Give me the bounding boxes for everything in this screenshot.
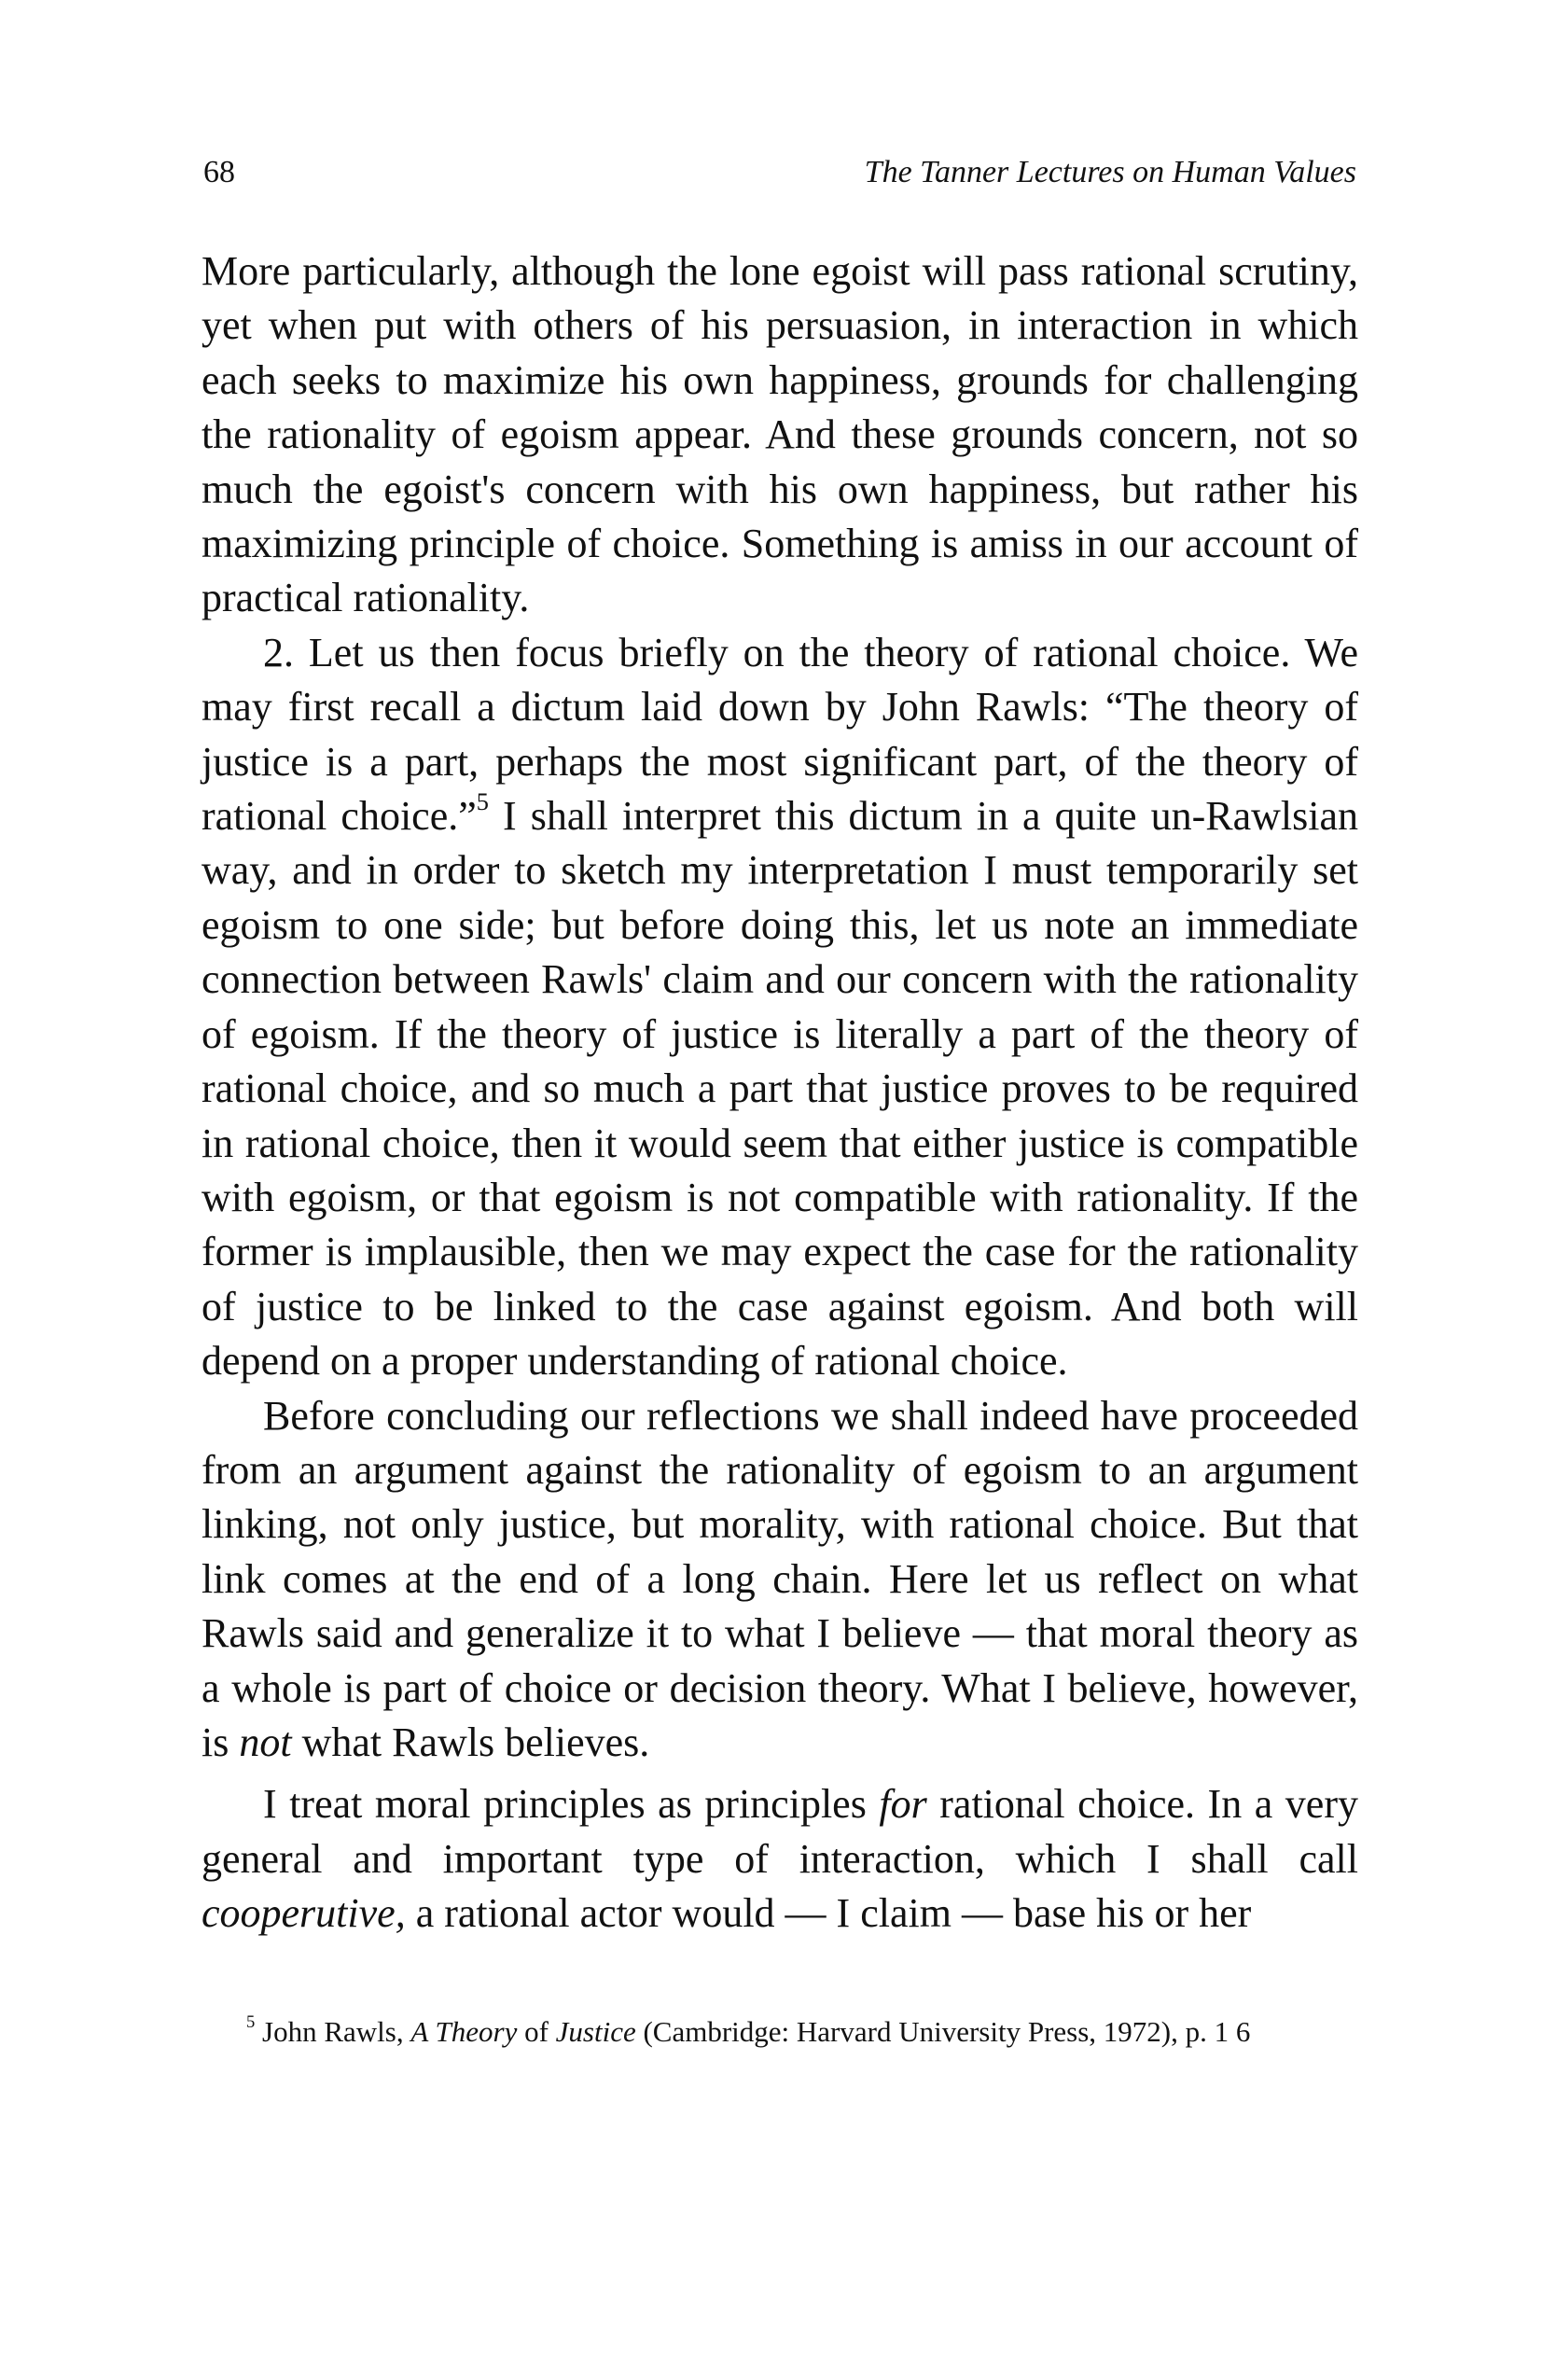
footnote-text-a: John Rawls, (255, 2015, 411, 2048)
paragraph-4 (201, 1777, 1358, 1941)
footnote-text-c: (Cambridge: Harvard University Press, 1972), p. 1 6 (635, 2015, 1251, 2048)
footnote-reference[interactable]: 5 (476, 786, 489, 815)
paragraph-4-emphasis-for: for (879, 1781, 927, 1828)
paragraph-2-text-a: 2. Let us then focus briefly on the theory of rational choice. We may first recall a dictum laid down by John Rawls: “The theory of justice is a part, perhaps the most significant part, of the theory of rational choice.” (201, 629, 1358, 840)
paragraph-3-text: Before concluding our reflections we shall indeed have proceeded from an argument against the rationality of egoism to an argument linking, not only justice, but morality, with rational choice. But that link comes at the end of a long chain. Here let us reflect on what Rawls said and generalize it to what I believe — that moral theory as a whole is part of choice or decision theory. (201, 1392, 1358, 1711)
body-text (201, 244, 1358, 1942)
paragraph-4-text-c: a rational actor would — I claim — base his or her (405, 1890, 1252, 1937)
page-header (203, 149, 1356, 196)
footnote-marker: 5 (246, 2012, 256, 2033)
paragraph-1 (201, 244, 1358, 626)
paragraph-3 (201, 1389, 1358, 1771)
paragraph-4-emphasis-cooperutive: cooperutive, (201, 1890, 406, 1937)
paragraph-3-emphasis: not (239, 1719, 292, 1765)
paragraph-4-text-a: I treat moral principles as principles (263, 1781, 880, 1828)
footnote (201, 2011, 1358, 2053)
footnote-title-a: A Theory (410, 2015, 518, 2048)
paragraph-4-text-b: rational choice. In a very general and important type of interaction, which I shall call (201, 1781, 1358, 1882)
footnote-text-b: of (517, 2015, 556, 2048)
paragraph-2-text-b: I shall interpret this dictum in a quite un-Rawlsian way, and in order to sketch my interpretation I must temporarily set egoism to one side; but before doing this, let us note an immediate connection between Rawls' claim and our concern with the rationality of egoism. If the theory of justice is literally a part of the theory of rational choice, and so much a part that justice proves to be required in rational choice, then it would seem that either justice is compatible with egoism, or that egoism is not compatible with rationality. If the former is implausible, then we may expect the case for the rationality of justice to be linked to the case against egoism. And both will depend on a proper understanding of rational choice. (201, 793, 1358, 1385)
footnote-title-b: Justice (555, 2015, 636, 2048)
paragraph-3-text-b2: what Rawls believes. (291, 1719, 650, 1765)
paragraph-2 (201, 626, 1358, 1389)
paragraph-3-text-b1: What I believe, however, is (201, 1664, 1358, 1765)
page-number: 68 (203, 155, 235, 189)
running-title: The Tanner Lectures on Human Values (864, 155, 1356, 189)
paragraph-1-text: More particularly, although the lone egoist will pass rational scrutiny, yet when put with others of his persuasion, in interaction in which each seeks to maximize his own happiness, grounds for challenging the rationality of egoism appear. And these grounds concern, not so much the egoist's concern with his own happiness, but rather his maximizing principle of choice. Something is amiss in our account of practical rationality. (201, 248, 1358, 621)
